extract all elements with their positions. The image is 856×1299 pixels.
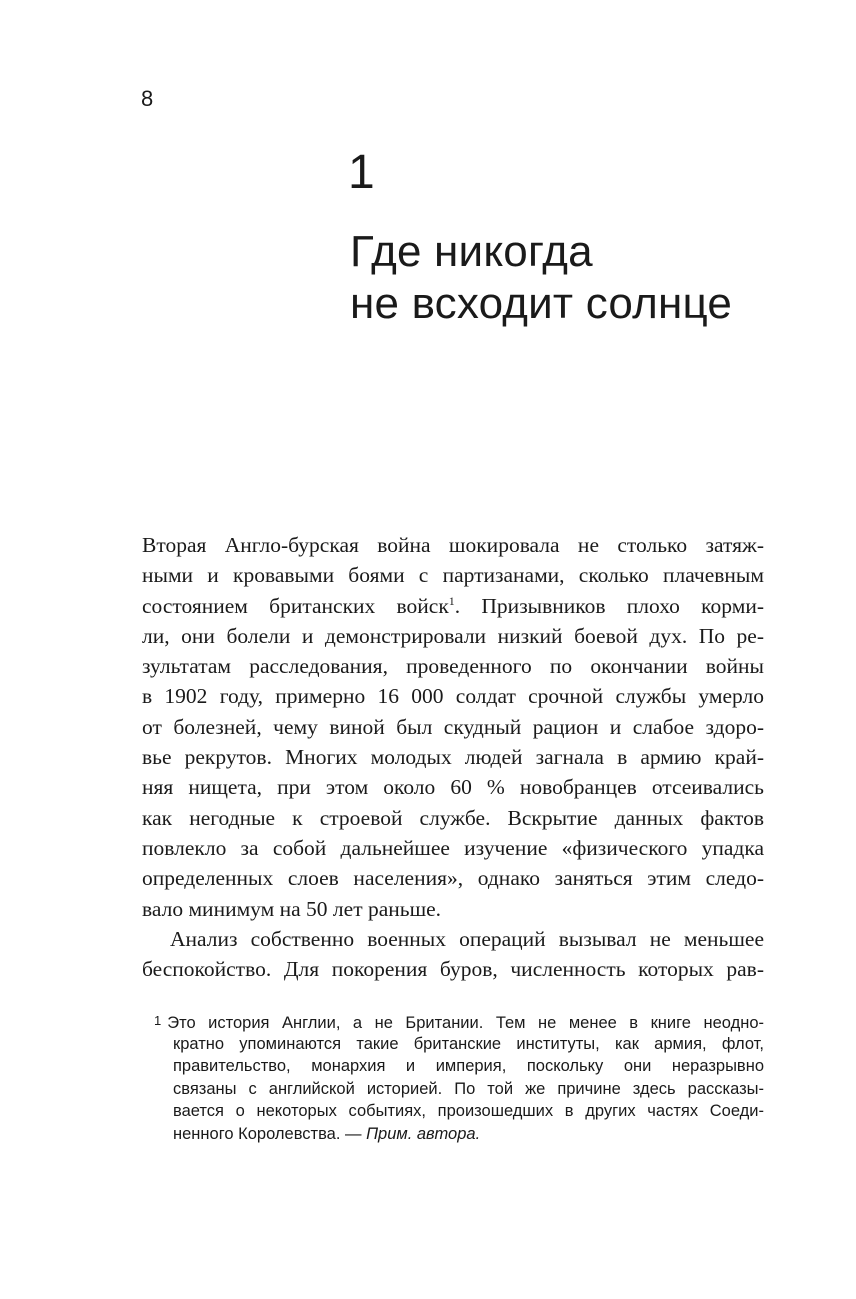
footnote-line: связаны с английской историей. По той же причине здесь рассказы-	[173, 1079, 764, 1098]
footnote-line: вается о некоторых событиях, произошедших в других частях Соеди-	[173, 1102, 764, 1120]
footnote-line: кратно упоминаются такие британские институты, как армия, флот,	[173, 1034, 764, 1053]
chapter-title	[350, 226, 820, 330]
footnote-fragment: ненного Королевства. —	[173, 1124, 367, 1143]
chapter-title-line: Где никогда	[350, 227, 593, 276]
body-line: повлекло за собой дальнейшее изучение «физического упадка	[142, 835, 764, 860]
footnote-attribution: Прим. автора.	[366, 1124, 481, 1143]
body-line: зультатам расследования, проведенного по окончании войны	[142, 654, 764, 679]
body-fragment: . Призывников плохо корми-	[454, 593, 764, 618]
body-line: Анализ собственно военных операций вызывал не меньшее	[170, 926, 764, 951]
footnote	[156, 1010, 764, 1145]
body-line	[142, 591, 764, 621]
footnote-fragment: Это история Англии, а не Британии. Тем не менее в книге неодно-	[167, 1014, 764, 1032]
body-line: определенных слоев населения», однако заняться этим следо-	[142, 866, 764, 891]
footnote-line	[154, 1010, 764, 1033]
footnote-line: правительство, монархия и империя, поскольку они неразрывно	[173, 1057, 764, 1075]
body-line: вье рекрутов. Многих молодых людей загнала в армию край-	[142, 745, 764, 770]
body-line: от болезней, чему виной был скудный рацион и слабое здоро-	[142, 714, 764, 739]
body-line: вало минимум на 50 лет раньше.	[142, 896, 442, 921]
page-number: 8	[141, 86, 154, 111]
body-text	[142, 530, 764, 984]
body-fragment: состоянием британских войск	[142, 593, 449, 618]
body-line: ли, они болели и демонстрировали низкий боевой дух. По ре-	[142, 623, 764, 648]
body-line: Вторая Англо-бурская война шокировала не столько затяж-	[142, 533, 764, 557]
body-line: няя нищета, при этом около 60 % новобранцев отсеивались	[142, 775, 764, 800]
body-line: как негодные к строевой службе. Вскрытие данных фактов	[142, 805, 764, 830]
footnote-line	[156, 1123, 764, 1146]
body-line: в 1902 году, примерно 16 000 солдат срочной службы умерло	[142, 684, 764, 709]
footnote-marker: 1	[154, 1013, 162, 1028]
chapter-title-line: не всходит солнце	[350, 279, 733, 328]
body-line: беспокойство. Для покорения буров, численность которых рав-	[142, 957, 764, 982]
chapter-number: 1	[348, 146, 375, 199]
footnote-reference[interactable]: 1	[448, 593, 455, 608]
body-line: ными и кровавыми боями с партизанами, сколько плачевным	[142, 563, 764, 588]
